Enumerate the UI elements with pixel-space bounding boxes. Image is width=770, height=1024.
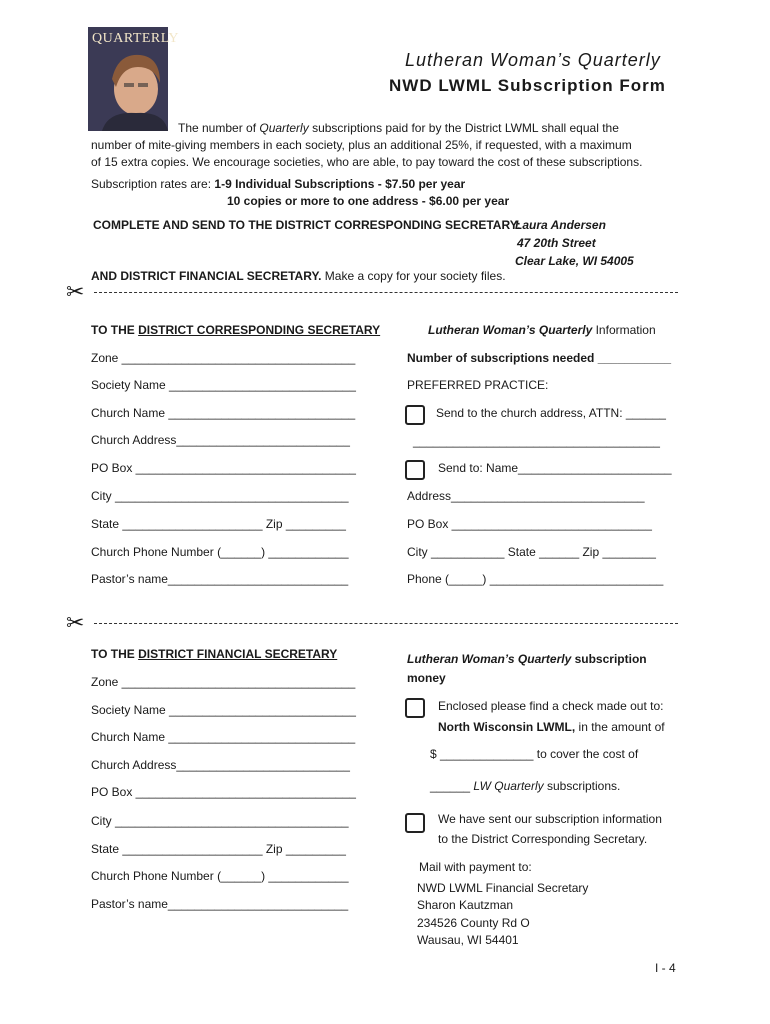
info-sent-checkbox[interactable] — [405, 813, 425, 833]
scissors-icon: ✂ — [66, 279, 85, 304]
intro-line-2: number of mite-giving members in each society, plus an additional 25%, if requested, with a maximum — [91, 138, 632, 152]
send-to-name-field[interactable]: Send to: Name_______________________ — [438, 461, 672, 475]
financial-section-heading: TO THE DISTRICT FINANCIAL SECRETARY — [91, 647, 338, 661]
enclosed-line-2: North Wisconsin LWML, in the amount of — [438, 720, 665, 734]
send-to-financial: AND DISTRICT FINANCIAL SECRETARY. Make a copy for your society files. — [91, 269, 506, 283]
cover-portrait — [88, 27, 168, 131]
magazine-cover-image — [88, 27, 180, 131]
s2-pastor-field[interactable]: Pastor’s name___________________________ — [91, 897, 349, 911]
s1r-city-state-zip-field[interactable]: City ___________ State ______ Zip ________ — [407, 545, 656, 559]
s1-society-field[interactable]: Society Name ____________________________ — [91, 378, 356, 392]
mail-label: Mail with payment to: — [419, 860, 532, 874]
preferred-practice-label: PREFERRED PRACTICE: — [407, 378, 549, 392]
cut-line-1 — [94, 292, 678, 293]
corresponding-secretary-city: Clear Lake, WI 54005 — [515, 254, 634, 268]
cover-title: QUARTERLY — [92, 31, 180, 46]
intro-line-3: of 15 extra copies. We encourage societies, who are able, to pay toward the cost of these subscriptions. — [91, 155, 643, 169]
corresponding-section-heading: TO THE DISTRICT CORRESPONDING SECRETARY — [91, 323, 381, 337]
s2-phone-field[interactable]: Church Phone Number (______) ____________ — [91, 869, 349, 883]
sent-line-2: to the District Corresponding Secretary. — [438, 832, 648, 846]
quarterly-info-heading: Lutheran Woman’s Quarterly Information — [428, 323, 656, 337]
s2-church-name-field[interactable]: Church Name ____________________________ — [91, 730, 356, 744]
rates-line-2: 10 copies or more to one address - $6.00 per year — [227, 194, 510, 208]
subscriptions-needed-field[interactable]: Number of subscriptions needed ___________ — [407, 351, 672, 365]
s1r-phone-field[interactable]: Phone (_____) __________________________ — [407, 572, 664, 586]
s1-pastor-field[interactable]: Pastor’s name___________________________ — [91, 572, 349, 586]
mail-line-2: Sharon Kautzman — [417, 898, 514, 912]
s2-state-zip-field[interactable]: State _____________________ Zip _________ — [91, 842, 346, 856]
s1-city-field[interactable]: City ___________________________________ — [91, 489, 349, 503]
form-title: Lutheran Woman’s Quarterly — [405, 50, 661, 70]
s2-zone-field[interactable]: Zone ___________________________________ — [91, 675, 356, 689]
corresponding-secretary-street: 47 20th Street — [517, 236, 596, 250]
corresponding-secretary-name: Laura Andersen — [515, 218, 606, 232]
s1-church-address-field[interactable]: Church Address__________________________ — [91, 433, 350, 447]
amount-field[interactable]: $ ______________ to cover the cost of — [430, 747, 639, 761]
send-to-name-checkbox[interactable] — [405, 460, 425, 480]
subscription-money-heading: Lutheran Woman’s Quarterly subscription — [407, 652, 647, 666]
enclosed-line-1: Enclosed please find a check made out to: — [438, 699, 664, 713]
s2-pobox-field[interactable]: PO Box _________________________________ — [91, 785, 356, 799]
s1-zone-field[interactable]: Zone ___________________________________ — [91, 351, 356, 365]
mail-line-4: Wausau, WI 54401 — [417, 933, 519, 947]
intro-line-1: The number of Quarterly subscriptions paid for by the District LWML shall equal the — [178, 121, 619, 135]
scissors-icon-2: ✂ — [66, 610, 85, 635]
subscription-money-heading-2: money — [407, 671, 446, 685]
rates-line-1: Subscription rates are: 1-9 Individual Subscriptions - $7.50 per year — [91, 177, 466, 191]
attn-line-field[interactable]: _____________________________________ — [413, 434, 660, 448]
check-enclosed-checkbox[interactable] — [405, 698, 425, 718]
s1-church-name-field[interactable]: Church Name ____________________________ — [91, 406, 356, 420]
sent-line-1: We have sent our subscription information — [438, 812, 662, 826]
s1-pobox-field[interactable]: PO Box _________________________________ — [91, 461, 356, 475]
church-address-option[interactable]: Send to the church address, ATTN: ______ — [436, 406, 666, 420]
copies-field[interactable]: ______ LW Quarterly subscriptions. — [430, 779, 621, 793]
s2-city-field[interactable]: City ___________________________________ — [91, 814, 349, 828]
page-number: I - 4 — [655, 961, 676, 975]
s1r-pobox-field[interactable]: PO Box ______________________________ — [407, 517, 652, 531]
s1-state-zip-field[interactable]: State _____________________ Zip _________ — [91, 517, 346, 531]
s2-church-address-field[interactable]: Church Address__________________________ — [91, 758, 350, 772]
s2-society-field[interactable]: Society Name ____________________________ — [91, 703, 356, 717]
send-to-heading: COMPLETE AND SEND TO THE DISTRICT CORRESPONDING SECRETARY: — [93, 218, 521, 232]
mail-line-1: NWD LWML Financial Secretary — [417, 881, 589, 895]
s1r-address-field[interactable]: Address_____________________________ — [407, 489, 645, 503]
form-subtitle: NWD LWML Subscription Form — [389, 76, 666, 95]
mail-line-3: 234526 County Rd O — [417, 916, 530, 930]
s1-phone-field[interactable]: Church Phone Number (______) ____________ — [91, 545, 349, 559]
church-address-checkbox[interactable] — [405, 405, 425, 425]
cut-line-2 — [94, 623, 678, 624]
